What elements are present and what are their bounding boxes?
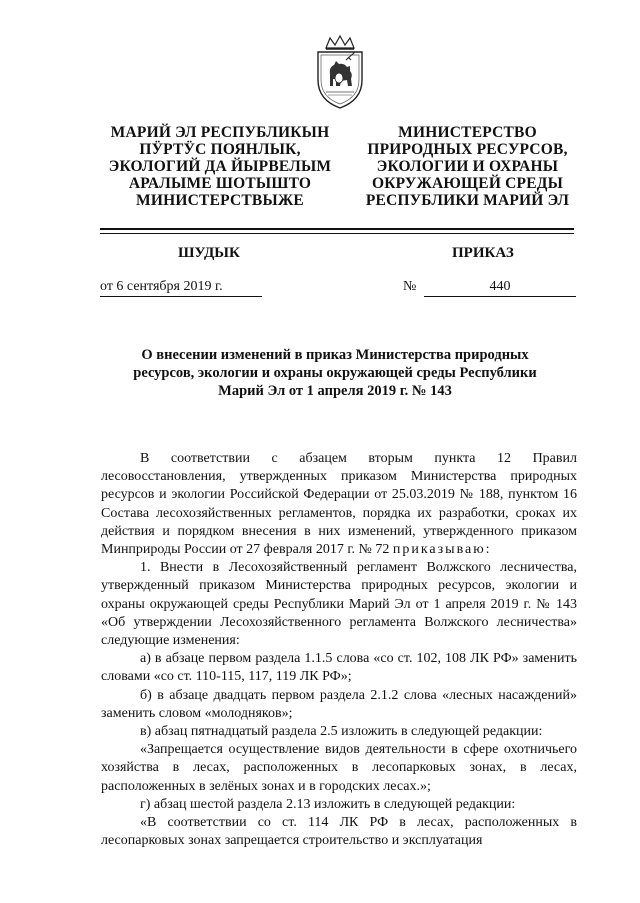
header-right-line: ОКРУЖАЮЩЕЙ СРЕДЫ	[371, 175, 564, 192]
header-left-line: МАРИЙ ЭЛ РЕСПУБЛИКЫН	[110, 124, 330, 141]
paragraph-item-1: 1. Внести в Лесохозяйственный регламент Волжского лесничества, утвержденный приказом Министерства природных ресурсов, экологии и охраны окружающей среды Республики Марий Эл от 1 апреля 2019 г. № 143 «Об утверждении Лесохозяйственного регламента Волжского лесничества» следующие изменения:	[101, 560, 577, 649]
header-divider-thick	[100, 228, 574, 230]
paragraph-quote-2: «В соответствии со ст. 114 ЛК РФ в лесах, расположенных в лесопарковых зонах запрещается строительство и эксплуатация	[101, 815, 577, 849]
header-left-line: АРАЛЫМЕ ШОТЫШТО	[128, 175, 312, 192]
order-verb: приказываю:	[392, 542, 492, 558]
header-right-line: ЭКОЛОГИИ И ОХРАНЫ	[376, 158, 559, 175]
header-left-line: МИНИСТЕРСТВЫЖЕ	[136, 192, 304, 209]
coat-of-arms-icon	[310, 34, 370, 112]
paragraph-quote-1: «Запрещается осуществление видов деятельности в сфере охотничьего хозяйства в лесах, расположенных в лесопарковых зонах, в лесах, расположенных в зелёных зонах и в городских лесах.»;	[101, 742, 577, 794]
paragraph-subitem-v: в) абзац пятнадцатый раздела 2.5 изложить в следующей редакции:	[140, 724, 543, 740]
order-title	[95, 346, 575, 400]
title-line: Марий Эл от 1 апреля 2019 г. № 143	[218, 383, 452, 399]
paragraph-subitem-g: г) абзац шестой раздела 2.13 изложить в следующей редакции:	[140, 796, 516, 812]
header-right-line: МИНИСТЕРСТВО	[398, 124, 537, 141]
header-divider-thin	[100, 233, 574, 234]
paragraph-preamble	[101, 450, 577, 559]
header-right-russian	[350, 124, 585, 209]
paragraph-subitem-b: б) в абзаце двадцать первом раздела 2.1.2 слова «лесных насаждений» заменить словом «молодняков»;	[101, 687, 577, 721]
header-left-mari	[95, 124, 345, 209]
doc-type-russian: ПРИКАЗ	[452, 245, 514, 261]
order-date: от 6 сентября 2019 г.	[100, 279, 262, 297]
title-line: О внесении изменений в приказ Министерства природных	[141, 347, 529, 363]
order-number: 440	[424, 279, 576, 297]
header-left-line: ПӰРТӰС ПОЯНЛЫК,	[139, 141, 301, 158]
preamble-text: В соответствии с абзацем вторым пункта 12 Правил лесовосстановления, утвержденных приказом Министерства природных ресурсов и экологии Российской Федерации от 25.03.2019 № 188, пунктом 16 Состава лесохозяйственных регламентов, порядка их разработки, сроках их действия и порядком внесения в них изменений, утвержденного приказом Минприроды России от 27 февраля 2017 г. № 72	[101, 451, 577, 558]
paragraph-subitem-a: а) в абзаце первом раздела 1.1.5 слова «со ст. 102, 108 ЛК РФ» заменить словами «со ст. 110-115, 117, 119 ЛК РФ»;	[101, 651, 577, 685]
order-body	[101, 450, 577, 850]
header-left-line: ЭКОЛОГИЙ ДА ЙЫРВЕЛЫМ	[108, 158, 332, 175]
doc-type-mari: ШУДЫК	[178, 245, 240, 261]
header-right-line: РЕСПУБЛИКИ МАРИЙ ЭЛ	[365, 192, 570, 209]
header-right-line: ПРИРОДНЫХ РЕСУРСОВ,	[367, 141, 568, 158]
title-line: ресурсов, экологии и охраны окружающей среды Республики	[133, 365, 537, 381]
number-sign: №	[403, 279, 417, 294]
